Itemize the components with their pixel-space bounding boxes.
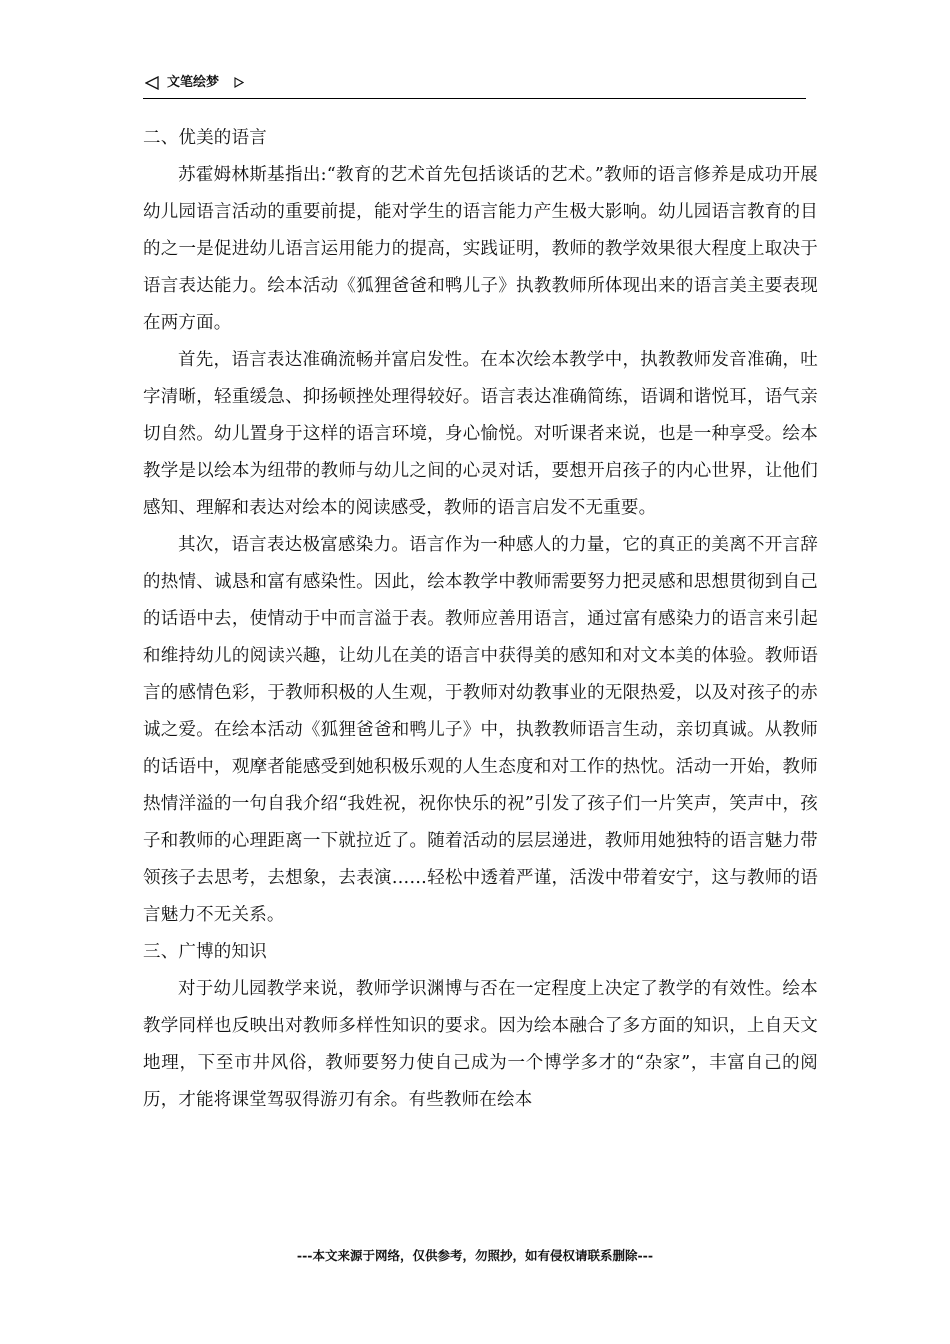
- triangle-left-outline-icon: [145, 76, 159, 90]
- page-footer-disclaimer: ---本文来源于网络，仅供参考，勿照抄，如有侵权请联系删除---: [296, 1248, 654, 1263]
- section-heading: 二、优美的语言: [143, 128, 267, 148]
- page-header: [143, 72, 806, 99]
- triangle-right-outline-icon: [234, 77, 244, 88]
- paragraph: 苏霍姆林斯基指出:“教育的艺术首先包括谈话的艺术。”教师的语言修养是成功开展幼儿园语言活动的重要前提，能对学生的语言能力产生极大影响。幼儿园语言教育的目的之一是促进幼儿语言运用能力的提高，实践证明，教师的教学效果很大程度上取决于语言表达能力。绘本活动《狐狸爸爸和鸭儿子》执教教师所体现出来的语言美主要表现在两方面。: [143, 165, 818, 333]
- document-body: [143, 120, 818, 1119]
- header-brand: 文笔绘梦: [167, 75, 220, 90]
- paragraph: 其次，语言表达极富感染力。语言作为一种感人的力量，它的真正的美离不开言辞的热情、诚恳和富有感染性。因此，绘本教学中教师需要努力把灵感和思想贯彻到自己的话语中去，使情动于中而言溢于表。教师应善用语言，通过富有感染力的语言来引起和维持幼儿的阅读兴趣，让幼儿在美的语言中获得美的感知和对文本美的体验。教师语言的感情色彩，于教师积极的人生观，于教师对幼教事业的无限热爱，以及对孩子的赤诚之爱。在绘本活动《狐狸爸爸和鸭儿子》中，执教教师语言生动，亲切真诚。从教师的话语中，观摩者能感受到她积极乐观的人生态度和对工作的热忱。活动一开始，教师热情洋溢的一句自我介绍“我姓祝，祝你快乐的祝”引发了孩子们一片笑声，笑声中，孩子和教师的心理距离一下就拉近了。随着活动的层层递进，教师用她独特的语言魅力带领孩子去思考，去想象，去表演……轻松中透着严谨，活泼中带着安宁，这与教师的语言魅力不无关系。: [143, 535, 818, 925]
- section-heading: 三、广博的知识: [143, 942, 267, 962]
- paragraph: 对于幼儿园教学来说，教师学识渊博与否在一定程度上决定了教学的有效性。绘本教学同样也反映出对教师多样性知识的要求。因为绘本融合了多方面的知识，上自天文地理，下至市井风俗，教师要努力使自己成为一个博学多才的“杂家”，丰富自己的阅历，才能将课堂驾驭得游刃有余。有些教师在绘本: [143, 979, 818, 1110]
- paragraph: 首先，语言表达准确流畅并富启发性。在本次绘本教学中，执教教师发音准确，吐字清晰，轻重缓急、抑扬顿挫处理得较好。语言表达准确简练，语调和谐悦耳，语气亲切自然。幼儿置身于这样的语言环境，身心愉悦。对听课者来说，也是一种享受。绘本教学是以绘本为纽带的教师与幼儿之间的心灵对话，要想开启孩子的内心世界，让他们感知、理解和表达对绘本的阅读感受，教师的语言启发不无重要。: [143, 350, 818, 518]
